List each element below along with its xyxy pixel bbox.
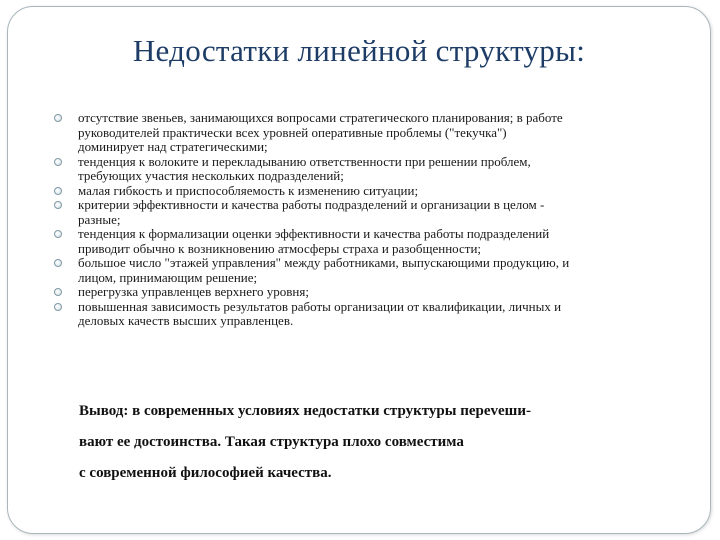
bullet-circle-icon (54, 303, 62, 311)
bullet-circle-icon (54, 288, 62, 296)
list-item (52, 111, 694, 155)
conclusion-line: вают ее достоинства. Такая структура плохо совместима (79, 434, 464, 450)
list-item (52, 300, 694, 329)
bullet-circle-icon (54, 230, 62, 238)
bullet-line: отсутствие звеньев, занимающихся вопросами стратегического планирования; в работе (78, 110, 563, 125)
bullet-line: перегрузка управленцев верхнего уровня; (78, 284, 309, 299)
bullet-circle-icon (54, 158, 62, 166)
list-item (52, 155, 694, 184)
bullet-line: руководителей практически всех уровней оперативные проблемы ("текучка") (78, 124, 507, 140)
conclusion-line: с современной философией качества. (79, 465, 332, 481)
list-item (52, 184, 694, 199)
bullet-circle-icon (54, 187, 62, 195)
slide-frame (7, 6, 711, 534)
bullet-line: малая гибкость и приспособляемость к изменению ситуации; (78, 182, 419, 198)
bullet-line: тенденция к формализации оценки эффективности и качества работы подразделений (78, 226, 550, 241)
bullet-line: доминирует над стратегическими; (78, 139, 268, 154)
bullet-line: лицом, принимающим решение; (78, 269, 258, 285)
bullet-circle-icon (54, 201, 62, 209)
bullet-circle-icon (54, 114, 62, 122)
list-item (52, 198, 694, 227)
bullet-line: деловых качеств высших управленцев. (78, 313, 294, 328)
slide-title: Недостатки линейной структуры: (132, 33, 586, 68)
bullet-list (52, 111, 694, 329)
list-item (52, 227, 694, 256)
bullet-line: разные; (78, 211, 121, 227)
bullet-circle-icon (54, 259, 62, 267)
list-item (52, 256, 694, 285)
bullet-line: большое число "этажей управления" между работниками, выпускающими продукцию, и (78, 255, 570, 270)
list-item (52, 285, 694, 300)
bullet-line: тенденция к волоките и перекладыванию ответственности при решении проблем, (78, 153, 531, 169)
bullet-line: требующих участия нескольких подразделений; (78, 168, 344, 183)
conclusion-text (79, 396, 679, 489)
conclusion-line: Вывод: в современных условиях недостатки структуры переveши- (79, 403, 531, 419)
bullet-line: повышенная зависимость результатов работы организации от квалификации, личных и (78, 298, 562, 314)
bullet-line: критерии эффективности и качества работы подразделений и организации в целом - (78, 197, 545, 212)
bullet-line: приводит обычно к возникновению атмосферы страха и разобщенности; (78, 240, 482, 256)
